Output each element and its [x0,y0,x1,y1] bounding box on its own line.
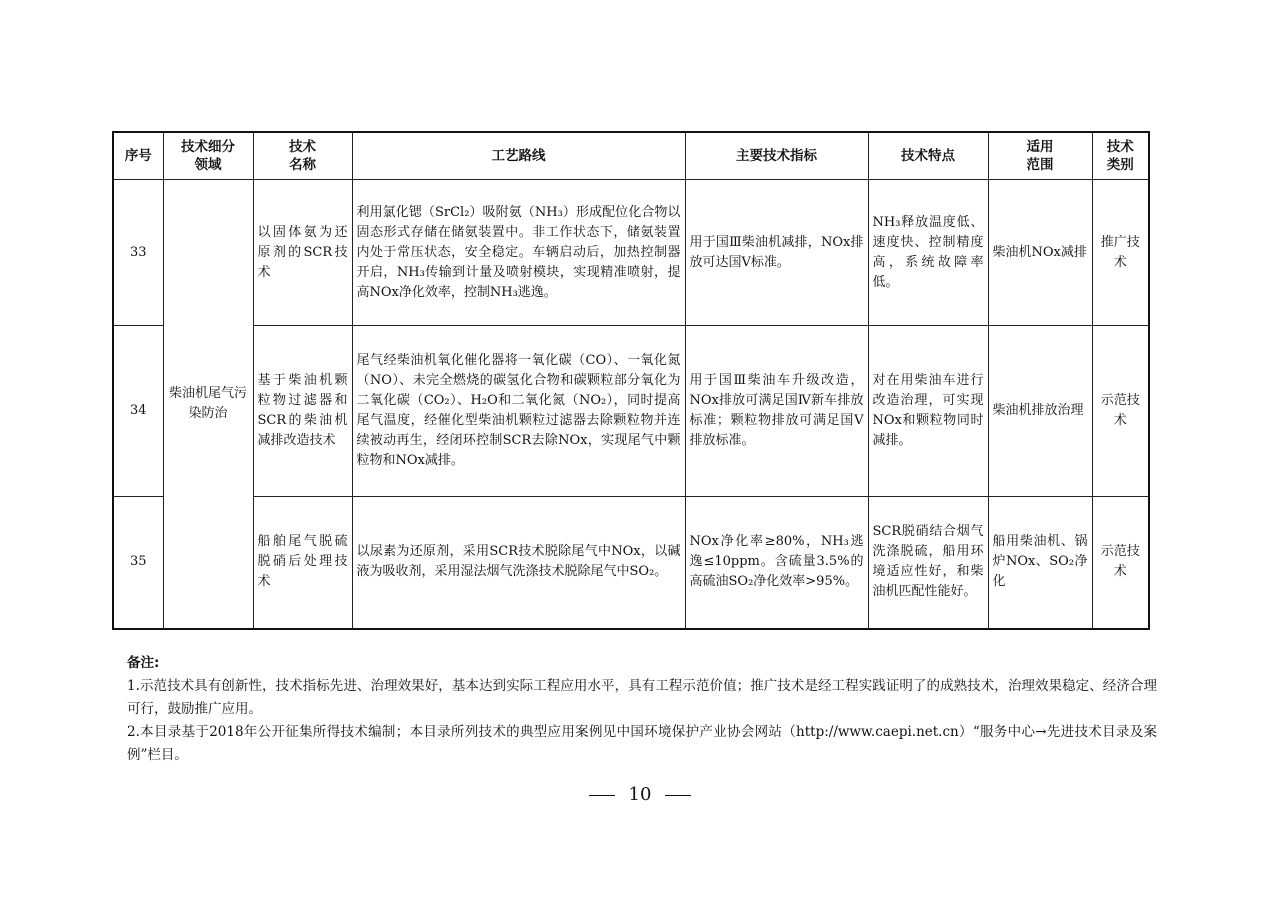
header-name: 技术 名称 [253,132,352,180]
page-number-footer [0,784,1280,805]
header-no: 序号 [113,132,163,180]
applicable-scope: 柴油机排放治理 [988,326,1092,497]
tech-name: 基于柴油机颗粒物过滤器和SCR的柴油机减排改造技术 [253,326,352,497]
main-indicator: 用于国Ⅲ柴油车升级改造，NOx排放可满足国Ⅳ新车排放标准；颗粒物排放可满足国Ⅴ排放标准。 [685,326,868,497]
table-header-row [113,132,1149,180]
main-indicator: 用于国Ⅲ柴油机减排，NOx排放可达国Ⅴ标准。 [685,180,868,326]
table-row [113,180,1149,326]
header-feature: 技术特点 [868,132,988,180]
tech-feature: SCR脱硝结合烟气洗涤脱硫，船用环境适应性好，和柴油机匹配性能好。 [868,497,988,629]
row-number: 33 [113,180,163,326]
tech-feature: NH₃释放温度低、速度快、控制精度高，系统故障率低。 [868,180,988,326]
process-route: 以尿素为还原剂，采用SCR技术脱除尾气中NOx，以碱液为吸收剂，采用湿法烟气洗涤技术脱除尾气中SO₂。 [352,497,685,629]
tech-domain: 柴油机尾气污染防治 [163,180,253,629]
page-number: 10 [628,784,652,805]
process-route: 尾气经柴油机氧化催化器将一氧化碳（CO）、一氧化氮（NO）、未完全燃烧的碳氢化合物和碳颗粒部分氧化为二氧化碳（CO₂）、H₂O和二氧化氮（NO₂），同时提高尾气温度，经催化型柴油机颗粒过滤器去除颗粒物并连续被动再生，经闭环控制SCR去除NOx，实现尾气中颗粒物和NOx减排。 [352,326,685,497]
notes-title: 备注: [127,655,160,671]
header-indicator: 主要技术指标 [685,132,868,180]
tech-feature: 对在用柴油车进行改造治理，可实现NOx和颗粒物同时减排。 [868,326,988,497]
tech-name: 船舶尾气脱硫脱硝后处理技术 [253,497,352,629]
tech-name: 以固体氨为还原剂的SCR技术 [253,180,352,326]
table-row [113,326,1149,497]
note-item: 2.本目录基于2018年公开征集所得技术编制；本目录所列技术的典型应用案例见中国环境保护产业协会网站（http://www.caepi.net.cn）“服务中心→先进技术目录及案例”栏目。 [127,724,1157,763]
process-route: 利用氯化锶（SrCl₂）吸附氨（NH₃）形成配位化合物以固态形式存储在储氨装置中。非工作状态下，储氨装置内处于常压状态，安全稳定。车辆启动后，加热控制器开启，NH₃传输到计量及喷射模块，实现精准喷射，提高NOx净化效率，控制NH₃逃逸。 [352,180,685,326]
header-scope: 适用 范围 [988,132,1092,180]
applicable-scope: 船用柴油机、锅炉NOx、SO₂净化 [988,497,1092,629]
dash-right [665,795,691,796]
tech-category: 推广技术 [1092,180,1149,326]
dash-left [589,795,615,796]
applicable-scope: 柴油机NOx减排 [988,180,1092,326]
notes-section [127,652,1157,767]
header-category: 技术 类别 [1092,132,1149,180]
header-route: 工艺路线 [352,132,685,180]
row-number: 34 [113,326,163,497]
header-domain: 技术细分 领域 [163,132,253,180]
main-indicator: NOx净化率≥80%，NH₃逃逸≤10ppm。含硫量3.5%的高硫油SO₂净化效率>95%。 [685,497,868,629]
tech-category: 示范技术 [1092,326,1149,497]
note-item: 1.示范技术具有创新性，技术指标先进、治理效果好，基本达到实际工程应用水平，具有工程示范价值；推广技术是经工程实践证明了的成熟技术，治理效果稳定、经济合理可行，鼓励推广应用。 [127,678,1157,717]
row-number: 35 [113,497,163,629]
technology-table [112,131,1150,630]
tech-category: 示范技术 [1092,497,1149,629]
table-row [113,497,1149,629]
